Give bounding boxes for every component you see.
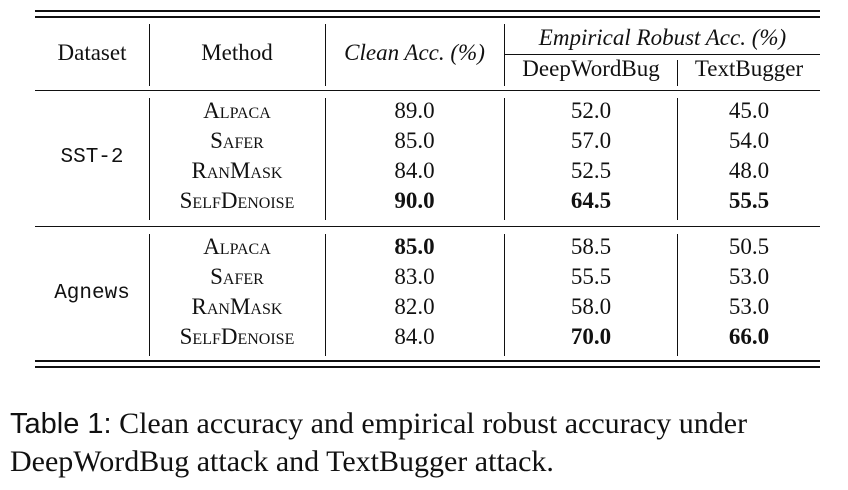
dwb-cell: 58.5 bbox=[570, 234, 612, 259]
caption-label: Table 1: bbox=[10, 408, 112, 440]
tb-cell: 50.5 bbox=[728, 234, 770, 259]
header-rule bbox=[35, 90, 820, 91]
method-cell: SelfDenoise bbox=[179, 188, 295, 213]
header-deepwordbug: DeepWordBug bbox=[522, 56, 660, 81]
clean-cell: 89.0 bbox=[394, 98, 435, 123]
dataset-label: Agnews bbox=[54, 282, 130, 305]
top-rule-inner bbox=[35, 16, 820, 18]
header-method: Method bbox=[201, 40, 273, 65]
header-robust-acc: Empirical Robust Acc. (%) bbox=[538, 25, 787, 50]
method-cell: Alpaca bbox=[203, 98, 271, 123]
bottom-rule-inner bbox=[35, 366, 820, 368]
group-rule bbox=[35, 226, 820, 227]
method-cell: Safer bbox=[210, 264, 264, 289]
results-table bbox=[35, 10, 820, 370]
method-cell: SelfDenoise bbox=[179, 324, 295, 349]
dwb-cell: 64.5 bbox=[570, 188, 612, 213]
header-textbugger: TextBugger bbox=[694, 56, 804, 81]
dwb-cell: 52.5 bbox=[570, 158, 612, 183]
tb-cell: 55.5 bbox=[728, 188, 770, 213]
tb-cell: 66.0 bbox=[728, 324, 770, 349]
clean-cell: 83.0 bbox=[394, 264, 435, 289]
dwb-cell: 58.0 bbox=[570, 294, 612, 319]
tb-cell: 48.0 bbox=[728, 158, 770, 183]
header-clean-acc: Clean Acc. (%) bbox=[344, 40, 485, 65]
dataset-label: SST-2 bbox=[60, 146, 124, 169]
bottom-rule bbox=[35, 360, 820, 362]
dwb-cell: 52.0 bbox=[570, 98, 612, 123]
robust-subheader-rule bbox=[505, 54, 820, 55]
clean-cell: 82.0 bbox=[394, 294, 435, 319]
clean-cell: 85.0 bbox=[394, 234, 435, 259]
tb-cell: 45.0 bbox=[728, 98, 770, 123]
dwb-cell: 55.5 bbox=[570, 264, 612, 289]
tb-cell: 54.0 bbox=[728, 128, 770, 153]
method-cell: Alpaca bbox=[203, 234, 271, 259]
caption-text: Clean accuracy and empirical robust accuracy under DeepWordBug attack and TextBugger attack. bbox=[10, 407, 748, 478]
method-cell: RanMask bbox=[191, 158, 283, 183]
clean-cell: 84.0 bbox=[394, 158, 435, 183]
clean-cell: 90.0 bbox=[394, 188, 435, 213]
tb-cell: 53.0 bbox=[728, 294, 770, 319]
tb-cell: 53.0 bbox=[728, 264, 770, 289]
dwb-cell: 57.0 bbox=[570, 128, 612, 153]
clean-cell: 84.0 bbox=[394, 324, 435, 349]
top-rule bbox=[35, 10, 820, 12]
header-dataset: Dataset bbox=[57, 40, 127, 65]
method-cell: Safer bbox=[210, 128, 264, 153]
clean-cell: 85.0 bbox=[394, 128, 435, 153]
dwb-cell: 70.0 bbox=[570, 324, 612, 349]
method-cell: RanMask bbox=[191, 294, 283, 319]
table-caption bbox=[10, 405, 845, 481]
